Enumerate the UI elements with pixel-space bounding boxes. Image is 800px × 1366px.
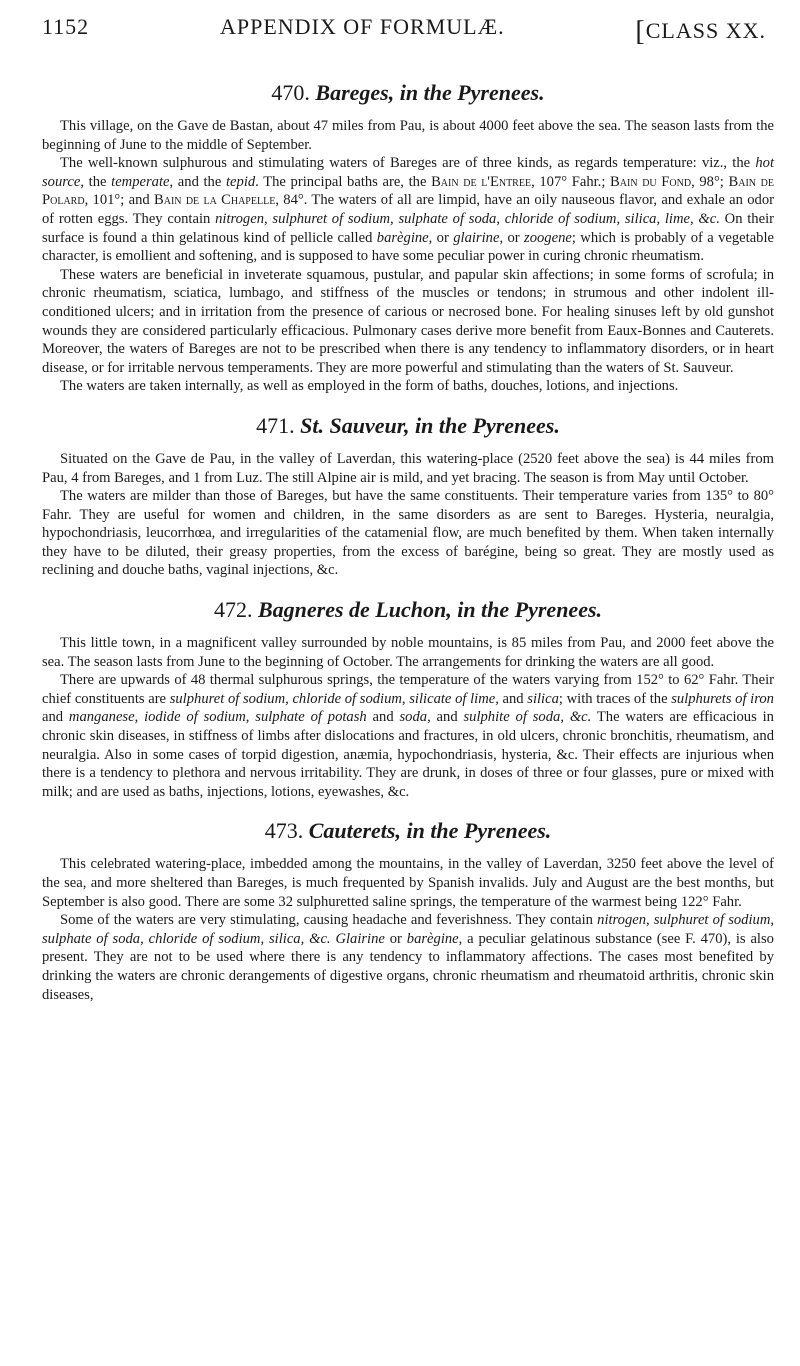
text-run: , and the — [169, 173, 226, 190]
text-run: The waters are milder than those of Bareges, but have the same constituents. Their temperature varies from 135° to 80° Fahr. They are useful for women and children, in the same disorders as are sent to Bareges. Hysteria, neuralgia, hypochondriasis, leucorrhœa, and irregularities of the catamenial flow, are much benefited by them. When taken internally they have to be diluted, their greasy properties, from the excess of barégine, being so great. They are mostly used as reclining and douche baths, vaginal injections, &c. — [42, 488, 774, 579]
paragraph — [42, 154, 774, 266]
italic-run: tepid — [225, 173, 256, 190]
paragraph — [42, 266, 774, 378]
section-heading — [42, 818, 774, 844]
paragraph — [42, 634, 774, 671]
italic-run: barègine — [406, 930, 459, 947]
text-run: The waters are taken internally, as well as employed in the form of baths, douches, lotions, and injections. — [60, 378, 679, 395]
running-title: APPENDIX OF FORMULÆ. — [220, 14, 505, 39]
text-run: , 84°. The waters of all are limpid, have an oily nauseous flavor, and exhale an odor of rotten eggs. They contain — [42, 192, 775, 227]
italic-run: nitrogen, sulphuret of sodium, sulphate of soda, chloride of sodium, silica, &c. — [42, 912, 775, 947]
section-heading — [42, 597, 774, 623]
text-run: The well-known sulphurous and stimulating waters of Bareges are of three kinds, as regards temperature: viz., the — [60, 155, 756, 172]
text-run: , 98°; — [691, 173, 729, 190]
class-label — [635, 14, 766, 46]
paragraph — [42, 117, 774, 154]
text-run: There are upwards of 48 thermal sulphurous springs, the temperature of the waters varying from 152° to 62° Fahr. Their chief constituents are — [42, 672, 774, 707]
paragraph — [42, 377, 774, 396]
paragraph — [42, 487, 774, 580]
italic-run: silica — [527, 690, 559, 707]
text-run: The waters are efficacious in chronic skin diseases, in stiffness of limbs after dislocations and fractures, in old ulcers, chronic bronchitis, rheumatism, and neuralgia. Also in some cases of torpid digestion, anæmia, hypochondriasis, hysteria, &c. Their effects are injurious when there is a tendency to plethora and nervous irritability. They are drunk, in doses of three or four glasses, pure or mixed with milk; and are used as baths, injections, lotions, eyewashes, &c. — [42, 709, 774, 800]
paragraph — [42, 911, 774, 1004]
paragraph — [42, 450, 774, 487]
text-run: or — [384, 930, 407, 947]
italic-run: soda — [399, 709, 428, 726]
italic-run: hot source — [42, 155, 774, 190]
text-run: , 107° Fahr.; — [531, 173, 611, 190]
small-caps-run: Bain de Polard — [42, 173, 774, 209]
italic-run: sulphite of soda, &c. — [463, 709, 592, 726]
italic-run: sulphuret of sodium, chloride of sodium, silicate of lime, — [169, 690, 499, 707]
italic-run: temperate — [111, 173, 170, 190]
section-number: 472. — [213, 597, 253, 623]
class-label-text: CLASS XX. — [645, 18, 766, 43]
text-run: and — [498, 690, 528, 707]
section-heading — [42, 80, 774, 106]
text-run: and — [42, 709, 69, 726]
paragraph — [42, 671, 774, 801]
text-run: These waters are beneficial in inveterate squamous, pustular, and papular skin affections; in some forms of scrofula; in chronic rheumatism, sciatica, lumbago, and stiffness of the muscles or tendons; in strumous and other indolent ill-conditioned ulcers; and in irritation from the presence of carious or necrosed bone. For healing sinuses left by old gunshot wounds they are considered particularly efficacious. Pulmonary cases derive more benefit from Eaux-Bonnes and Cauterets. Moreover, the waters of Bareges are not to be prescribed when there is any tendency to inflammatory disorders, or in heart disease, or for irritable nervous temperaments. They are more powerful and stimulating than the waters of St. Sauveur. — [42, 266, 774, 376]
italic-run: sulphurets of iron — [671, 690, 774, 707]
text-run: , or — [499, 229, 525, 246]
text-run: , the — [80, 173, 112, 190]
text-run: , or — [428, 229, 454, 246]
text-run: This little town, in a magnificent valley surrounded by noble mountains, is 85 miles from Pau, and 2000 feet above the sea. The season lasts from June to the beginning of October. The arrangements for drinking the waters are all good. — [42, 635, 774, 670]
text-run: ; which is probably of a vegetable character, is emollient and softening, and is supposed to have some peculiar power in curing chronic rheumatism. — [42, 229, 775, 265]
section-title: Bagneres de Luchon, in the Pyrenees. — [257, 597, 603, 623]
text-run: . The principal baths are, the — [255, 173, 432, 190]
small-caps-run: Bain de l'Entree — [431, 173, 532, 190]
section-title: Bareges, in the Pyrenees. — [315, 80, 545, 105]
running-header — [42, 0, 774, 50]
paragraph — [42, 855, 774, 911]
text-run: ; with traces of the — [558, 690, 672, 707]
text-run: This celebrated watering-place, imbedded among the mountains, in the valley of Laverdan, 3250 feet above the level of the sea, and more sheltered than Bareges, is much frequented by Spanish invalids. July and August are the best months, but September is also good. There are some 32 sulphuretted saline springs, the temperature of the warmest being 122° Fahr. — [42, 856, 774, 910]
italic-run: zoogene — [524, 229, 572, 246]
text-run: , 101°; and — [84, 192, 155, 209]
text-run: , and — [427, 709, 464, 726]
text-run: , a peculiar gelatinous substance (see F. 470), is also present. They are not to be used where there is any tendency to inflammatory affections. The cases most benefited by drinking the waters are chronic derangements of digestive organs, chronic rheumatism and rheumatoid arthritis, chronic skin diseases, — [42, 930, 774, 1003]
text-run: and — [366, 709, 400, 726]
section-title: Cauterets, in the Pyrenees. — [308, 818, 552, 844]
section-heading — [42, 413, 774, 439]
text-run: On their surface is found a thin gelatinous kind of pellicle called — [42, 210, 774, 246]
italic-run: Glairine — [335, 930, 385, 947]
open-bracket: [ — [635, 16, 646, 47]
italic-run: barègine — [376, 229, 429, 246]
small-caps-run: Bain de la Chapelle — [154, 192, 276, 209]
section-number: 473. — [264, 818, 304, 844]
section-title: St. Sauveur, in the Pyrenees. — [300, 412, 560, 438]
small-caps-run: Bain du Fond — [610, 173, 692, 190]
page-content — [42, 80, 774, 1004]
page-number: 1152 — [42, 14, 90, 39]
text-run: This village, on the Gave de Bastan, about 47 miles from Pau, is about 4000 feet above the sea. The season lasts from the beginning of June to the middle of September. — [42, 118, 774, 153]
section-number: 470. — [271, 80, 310, 105]
section-number: 471. — [256, 412, 295, 438]
text-run: Situated on the Gave de Pau, in the valley of Laverdan, this watering-place (2520 feet above the sea) is 44 miles from Pau, 4 from Bareges, and 1 from Luz. The still Alpine air is mild, and yet bracing. The season is from May until October. — [42, 450, 774, 486]
italic-run: manganese, iodide of sodium, sulphate of potash — [68, 709, 367, 726]
italic-run: nitrogen, sulphuret of sodium, sulphate of soda, chloride of sodium, silica, lime, &c. — [215, 210, 720, 227]
italic-run: glairine — [453, 229, 500, 246]
text-run: Some of the waters are very stimulating, causing headache and feverishness. They contain — [60, 912, 598, 929]
